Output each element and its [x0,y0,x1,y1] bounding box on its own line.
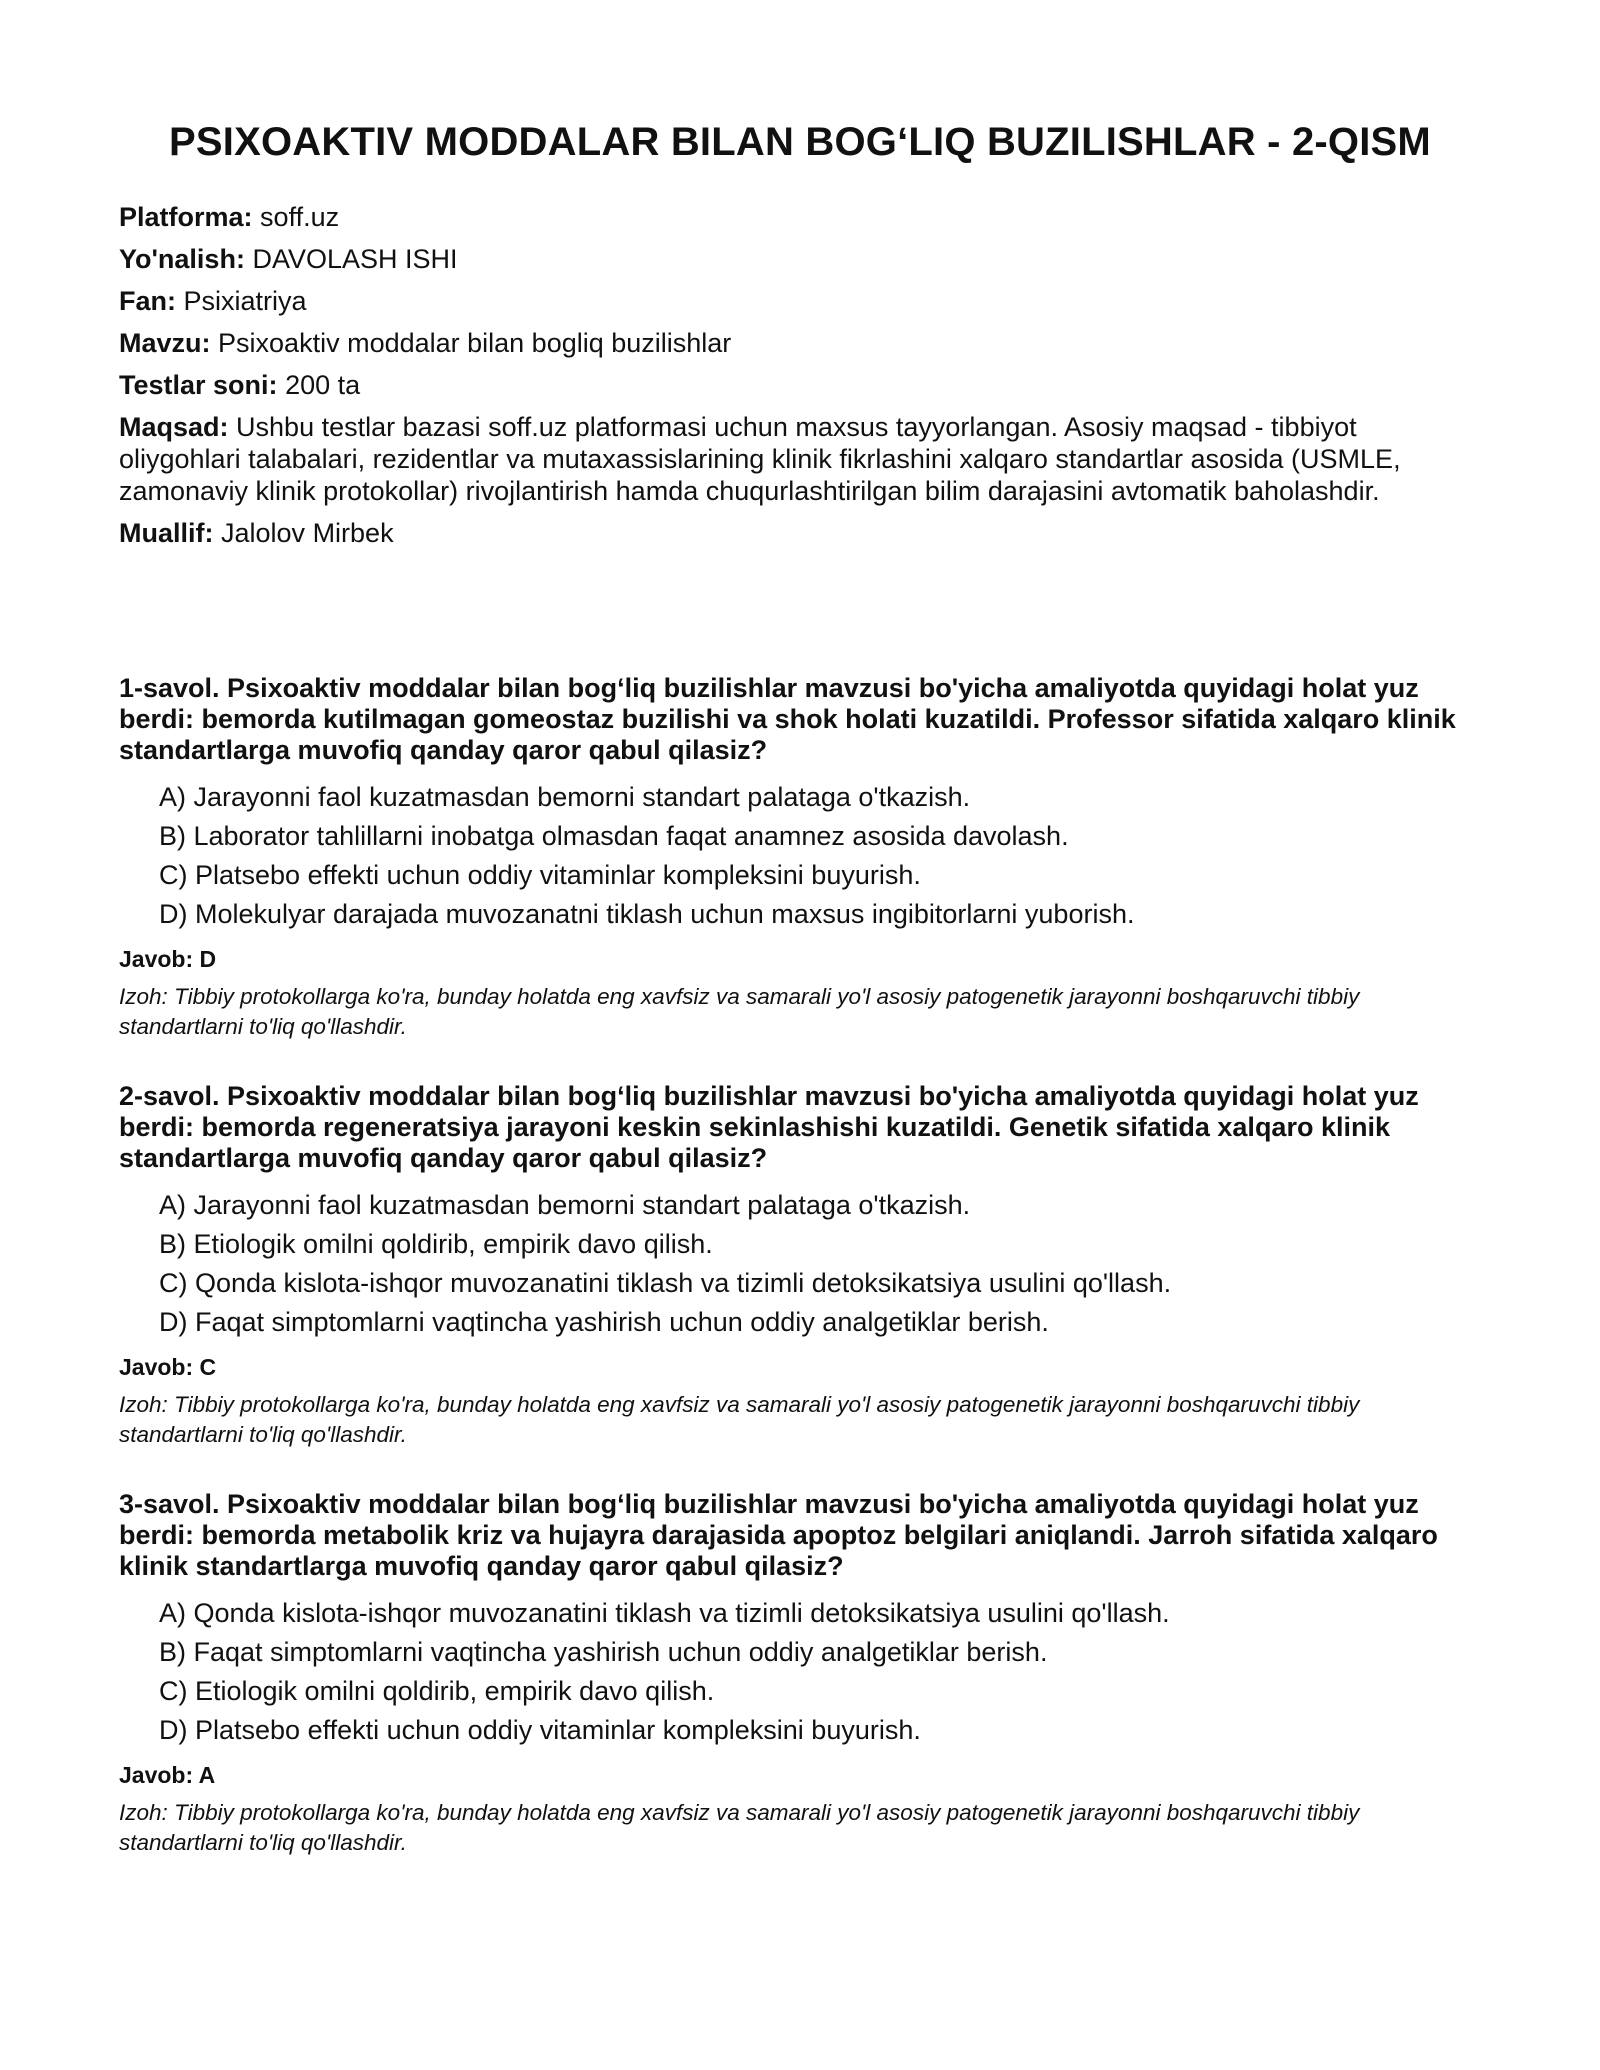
question-text: 1-savol. Psixoaktiv moddalar bilan bog‘liq buzilishlar mavzusi bo'yicha amaliyotda quyidagi holat yuz berdi: bemorda kutilmagan gomeostaz buzilishi va shok holati kuzatildi. Professor sifatida xalqaro klinik standartlarga muvofiq qanday qaror qabul qilasiz? [119,673,1456,765]
document-title: PSIXOAKTIV MODDALAR BILAN BOG‘LIQ BUZILISHLAR - 2-QISM [169,120,1431,164]
meta-value: Jalolov Mirbek [221,518,394,548]
meta-purpose [119,411,1479,507]
option-a: A) Jarayonni faol kuzatmasdan bemorni standart palataga o'tkazish. [159,782,971,812]
meta-value: Psixoaktiv moddalar bilan bogliq buzilishlar [218,328,732,358]
question-text: 2-savol. Psixoaktiv moddalar bilan bog‘liq buzilishlar mavzusi bo'yicha amaliyotda quyidagi holat yuz berdi: bemorda regeneratsiya jarayoni keskin sekinlashishi kuzatildi. Genetik sifatida xalqaro klinik standartlarga muvofiq qanday qaror qabul qilasiz? [119,1081,1419,1173]
meta-test-count [119,369,1479,401]
meta-label: Fan: [119,286,176,316]
option-d: D) Faqat simptomlarni vaqtincha yashirish uchun oddiy analgetiklar berish. [159,1307,1049,1337]
option-c: C) Platsebo effekti uchun oddiy vitaminlar kompleksini buyurish. [159,860,921,890]
meta-value: soff.uz [260,202,340,232]
option-a: A) Jarayonni faol kuzatmasdan bemorni standart palataga o'tkazish. [159,1190,971,1220]
meta-label: Platforma: [119,202,253,232]
meta-label: Yo'nalish: [119,244,245,274]
meta-platform [119,201,1479,233]
meta-value: Ushbu testlar bazasi soff.uz platformasi uchun maxsus tayyorlangan. Asosiy maqsad - tibbiyot oliygohlari talabalari, rezidentlar va mutaxassislarining klinik fikrlashini xalqaro standartlar asosida (USMLE, zamonaviy klinik protokollar) rivojlantirish hamda chuqurlashtirilgan bilim darajasini avtomatik baholashdir. [119,412,1401,506]
option-b: B) Etiologik omilni qoldirib, empirik davo qilish. [159,1229,713,1259]
option-list [119,1594,1489,1750]
option-c: C) Qonda kislota-ishqor muvozanatini tiklash va tizimli detoksikatsiya usulini qo'llash. [159,1268,1172,1298]
meta-value: Psixiatriya [183,286,307,316]
document-meta [119,201,1479,559]
explanation-note: Izoh: Tibbiy protokollarga ko'ra, bunday holatda eng xavfsiz va samarali yo'l asosiy patogenetik jarayonni boshqaruvchi tibbiy standartlarni to'liq qo'llashdir. [119,984,1360,1039]
option-c: C) Etiologik omilni qoldirib, empirik davo qilish. [159,1676,715,1706]
question-2 [119,1081,1489,1450]
meta-label: Muallif: [119,518,214,548]
meta-label: Maqsad: [119,412,229,442]
question-text: 3-savol. Psixoaktiv moddalar bilan bog‘liq buzilishlar mavzusi bo'yicha amaliyotda quyidagi holat yuz berdi: bemorda metabolik kriz va hujayra darajasida apoptoz belgilari aniqlandi. Jarroh sifatida xalqaro klinik standartlarga muvofiq qanday qaror qabul qilasiz? [119,1489,1438,1581]
meta-value: DAVOLASH ISHI [252,244,458,274]
option-b: B) Laborator tahlillarni inobatga olmasdan faqat anamnez asosida davolash. [159,821,1069,851]
option-d: D) Platsebo effekti uchun oddiy vitaminlar kompleksini buyurish. [159,1715,921,1745]
option-d: D) Molekulyar darajada muvozanatni tiklash uchun maxsus ingibitorlarni yuborish. [159,899,1135,929]
question-1 [119,673,1489,1042]
question-3 [119,1489,1489,1858]
option-b: B) Faqat simptomlarni vaqtincha yashirish uchun oddiy analgetiklar berish. [159,1637,1048,1667]
meta-author [119,517,1479,549]
meta-value: 200 ta [285,370,361,400]
meta-subject [119,285,1479,317]
answer-label: Javob: D [119,946,217,972]
option-list [119,778,1489,934]
answer-label: Javob: C [119,1354,217,1380]
meta-label: Testlar soni: [119,370,278,400]
meta-direction [119,243,1479,275]
meta-topic [119,327,1479,359]
answer-label: Javob: A [119,1762,216,1788]
option-list [119,1186,1489,1342]
meta-label: Mavzu: [119,328,211,358]
option-a: A) Qonda kislota-ishqor muvozanatini tiklash va tizimli detoksikatsiya usulini qo'llash. [159,1598,1170,1628]
explanation-note: Izoh: Tibbiy protokollarga ko'ra, bunday holatda eng xavfsiz va samarali yo'l asosiy patogenetik jarayonni boshqaruvchi tibbiy standartlarni to'liq qo'llashdir. [119,1392,1360,1447]
explanation-note: Izoh: Tibbiy protokollarga ko'ra, bunday holatda eng xavfsiz va samarali yo'l asosiy patogenetik jarayonni boshqaruvchi tibbiy standartlarni to'liq qo'llashdir. [119,1800,1360,1855]
